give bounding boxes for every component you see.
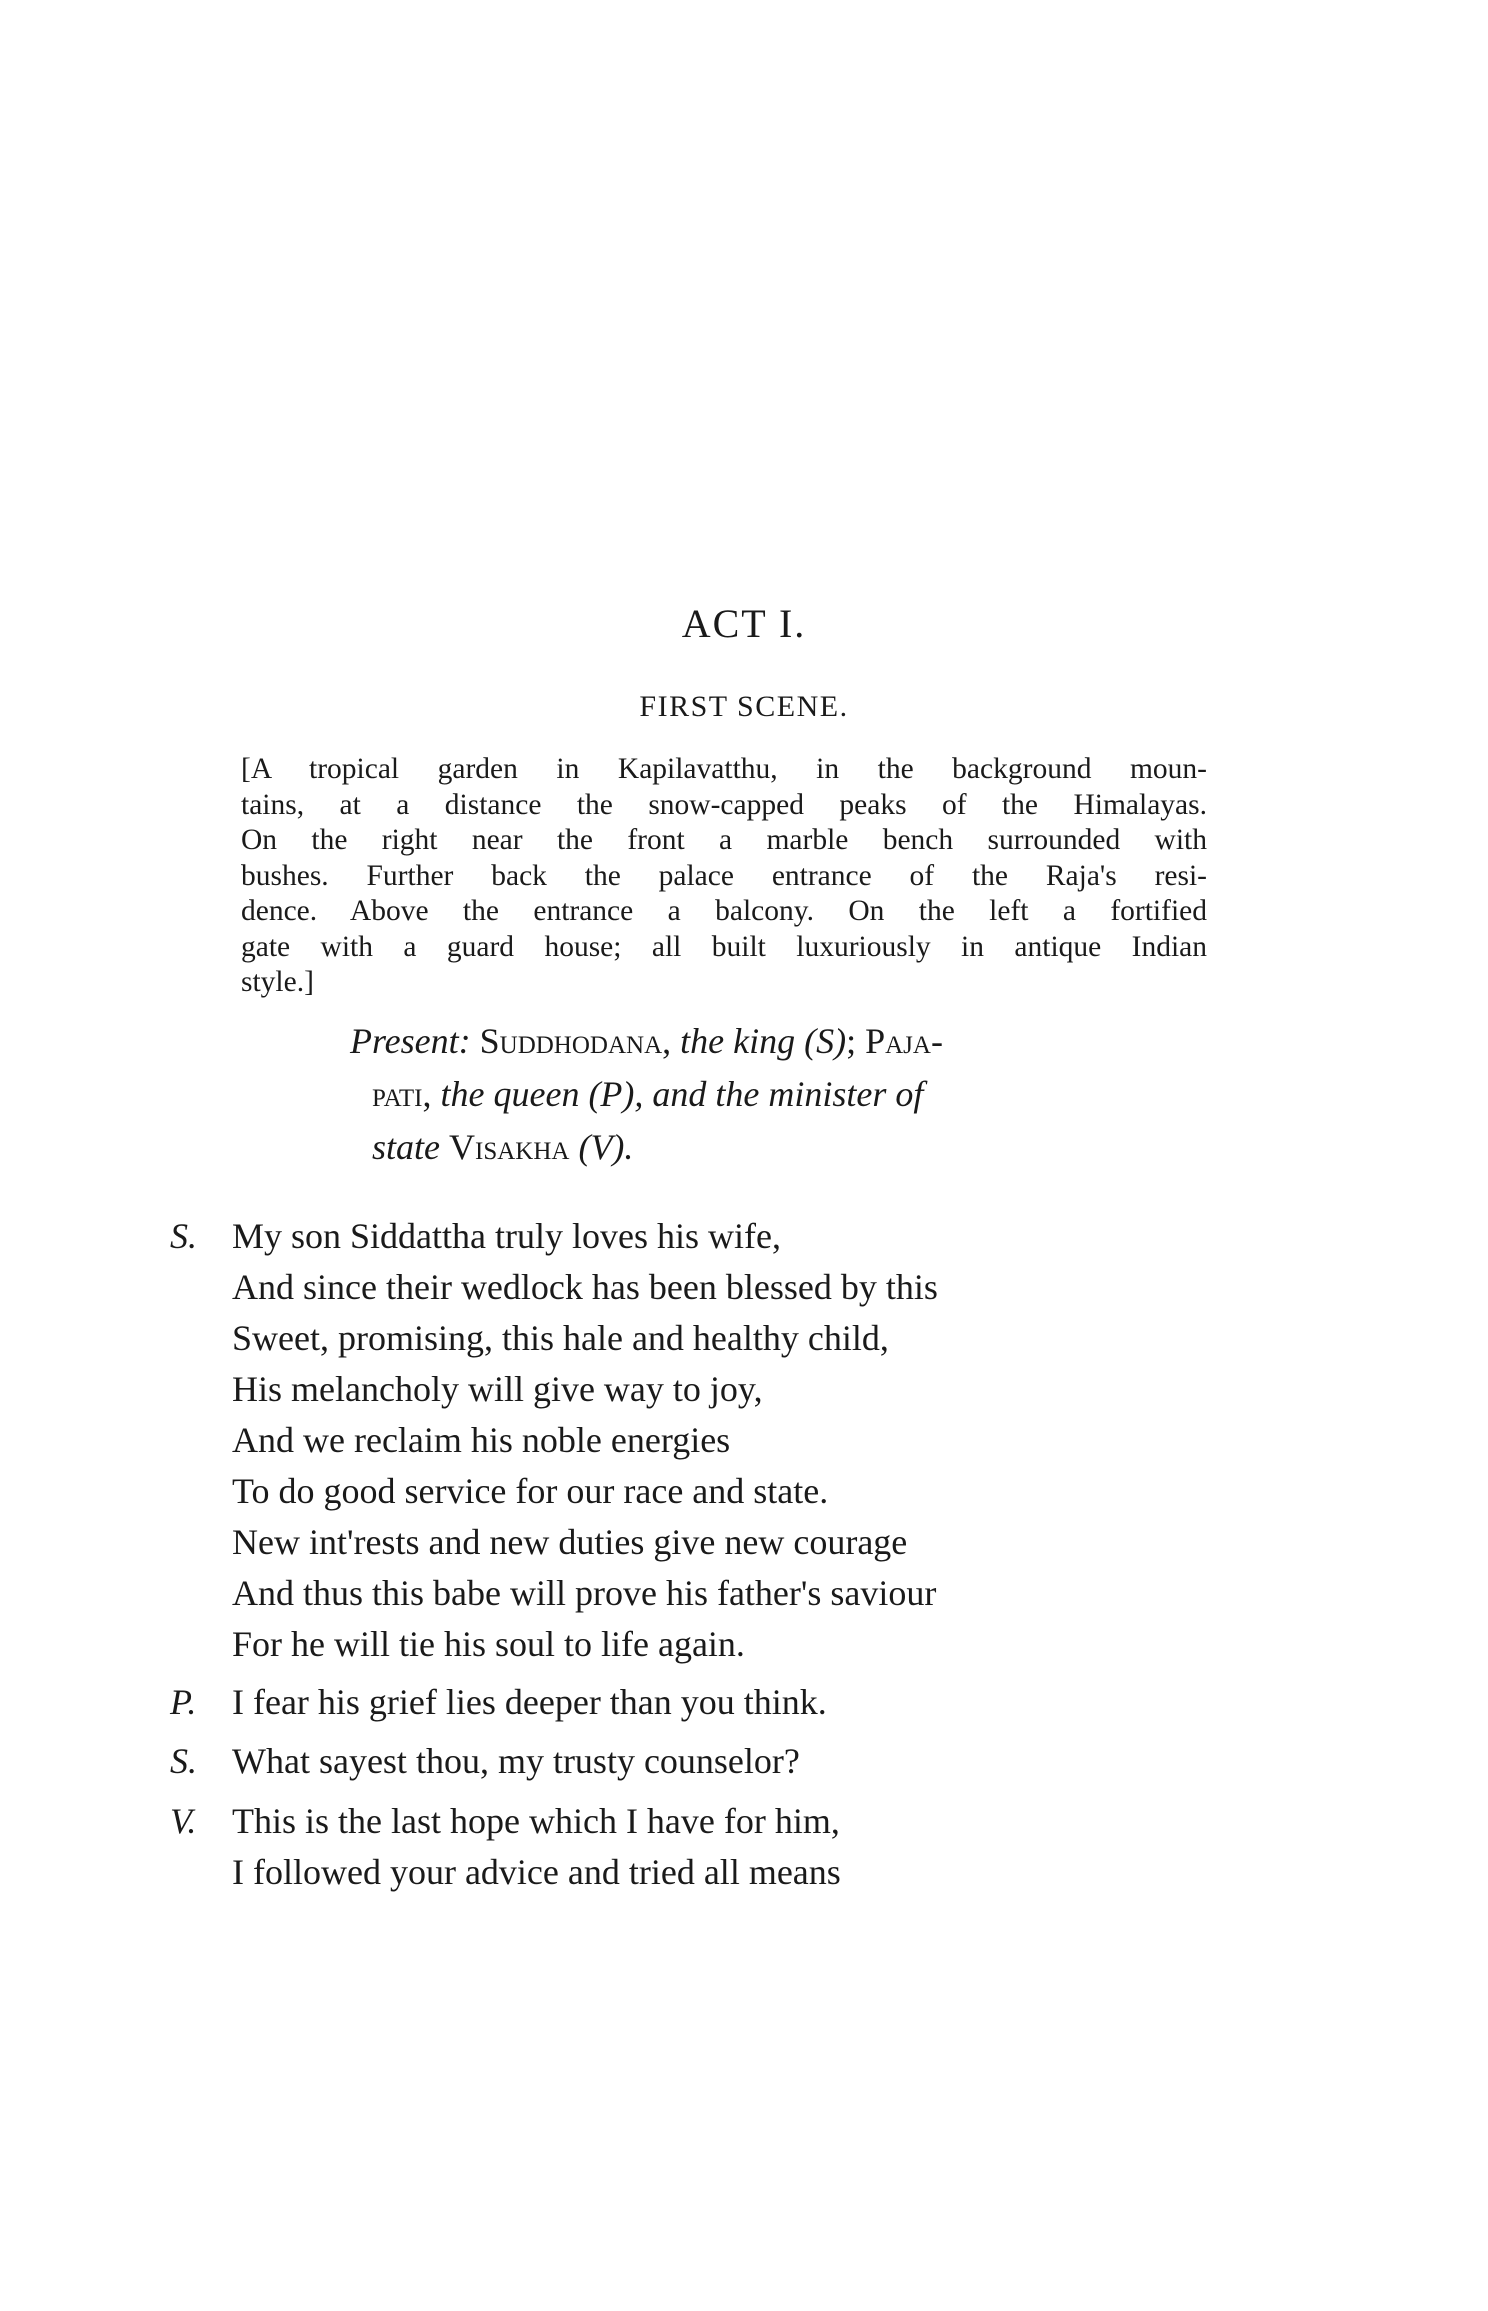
stage-direction-line: On the right near the front a marble bench surrounded with <box>241 824 1207 856</box>
stage-direction-line: bushes. Further back the palace entrance of the Raja's resi- <box>241 859 1207 892</box>
stage-direction <box>227 752 1207 1001</box>
verse-line: And thus this babe will prove his father's saviour <box>232 1573 937 1613</box>
verse-line: I followed your advice and tried all means <box>232 1852 841 1892</box>
character-name-pajapati-part1: Paja- <box>865 1021 943 1061</box>
verse-line: And since their wedlock has been blessed by this <box>232 1267 938 1307</box>
verse-line: To do good service for our race and state. <box>232 1471 829 1511</box>
speaker-label: P. <box>170 1682 197 1722</box>
stage-direction-line: dence. Above the entrance a balcony. On the left a fortified <box>241 895 1207 927</box>
verse-line: My son Siddattha truly loves his wife, <box>232 1216 781 1256</box>
speaker-label: S. <box>170 1741 197 1781</box>
stage-direction-line: tains, at a distance the snow-capped peaks of the Himalayas. <box>241 788 1207 821</box>
character-name-pajapati-part2: pati, <box>372 1074 432 1114</box>
speaker-label: S. <box>170 1216 197 1256</box>
verse-line: New int'rests and new duties give new courage <box>232 1522 908 1562</box>
verse-line: What sayest thou, my trusty counselor? <box>232 1741 800 1781</box>
character-abbr-v: (V). <box>578 1127 634 1167</box>
scene-heading: FIRST SCENE. <box>639 690 849 723</box>
verse-line: For he will tie his soul to life again. <box>232 1624 745 1664</box>
character-abbr-s: (S) <box>804 1021 847 1061</box>
act-heading: ACT I. <box>681 601 807 646</box>
stage-direction-line: [A tropical garden in Kapilavatthu, in the background moun- <box>241 753 1207 785</box>
present-line-3 <box>350 1121 1210 1174</box>
character-role-minister: minister of <box>768 1074 924 1114</box>
verse-line: This is the last hope which I have for him, <box>232 1801 840 1841</box>
present-line-1 <box>350 1015 1210 1068</box>
stage-direction-line: style.] <box>241 966 314 998</box>
character-abbr-p: (P), <box>588 1074 644 1114</box>
present-label: Present: <box>350 1021 471 1061</box>
dramatis-personae <box>350 1015 1210 1174</box>
character-name-suddhodana: Suddhodana, <box>479 1021 672 1061</box>
separator: ; <box>846 1021 857 1061</box>
conjunction: and the <box>652 1074 760 1114</box>
present-line-2 <box>350 1068 1210 1121</box>
character-name-visakha: Visakha <box>449 1127 570 1167</box>
character-role-state: state <box>372 1127 440 1167</box>
character-role-king: the king <box>680 1021 796 1061</box>
verse-line: Sweet, promising, this hale and healthy child, <box>232 1318 889 1358</box>
speaker-label: V. <box>170 1801 197 1841</box>
stage-direction-line: gate with a guard house; all built luxuriously in antique Indian <box>241 930 1207 963</box>
character-role-queen: the queen <box>440 1074 580 1114</box>
verse-line: I fear his grief lies deeper than you think. <box>232 1682 827 1722</box>
verse-line: His melancholy will give way to joy, <box>232 1369 763 1409</box>
verse-line: And we reclaim his noble energies <box>232 1420 731 1460</box>
